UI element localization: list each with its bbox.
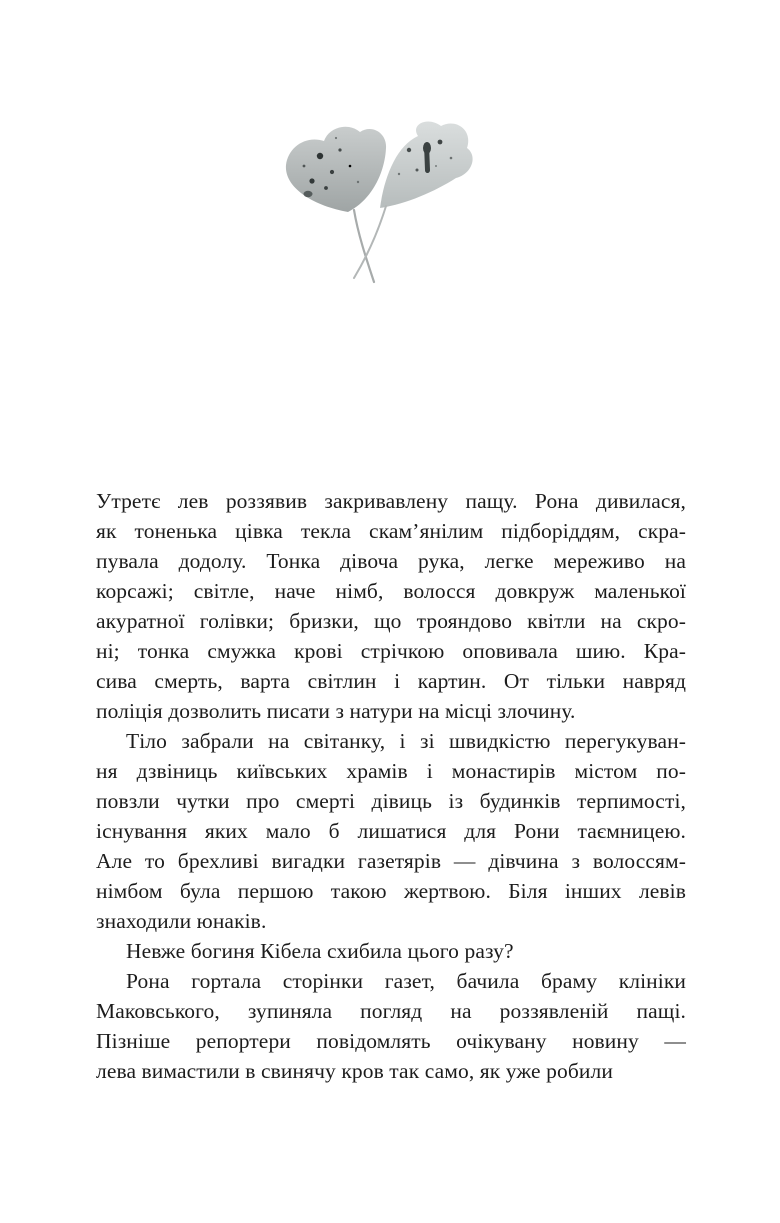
- text-line: Але то брехливі вигадки газетярів — дівчина з волоссям-: [96, 849, 686, 873]
- text-line: існування яких мало б лишатися для Рони таємницею.: [96, 819, 686, 843]
- ginkgo-leaves-illustration: [268, 118, 486, 290]
- text-line: сива смерть, варта світлин і картин. От тільки навряд: [96, 669, 686, 693]
- ginkgo-leaves-icon: [268, 118, 486, 290]
- paragraph: [96, 486, 686, 726]
- page-text: [96, 486, 686, 1086]
- text-line: Рона гортала сторінки газет, бачила браму клініки: [126, 969, 686, 993]
- text-line: поліція дозволить писати з натури на місці злочину.: [96, 699, 576, 723]
- paragraph: [96, 726, 686, 936]
- text-line: ні; тонка смужка крові стрічкою оповивала шию. Кра-: [96, 639, 686, 663]
- paragraph: [96, 966, 686, 1086]
- text-line: як тоненька цівка текла скам’янілим підборіддям, скра-: [96, 519, 686, 543]
- text-line: Невже богиня Кібела схибила цього разу?: [126, 939, 514, 963]
- text-line: пувала додолу. Тонка дівоча рука, легке мереживо на: [96, 549, 686, 573]
- text-line: німбом була першою такою жертвою. Біля інших левів: [96, 879, 686, 903]
- text-line: Тіло забрали на світанку, і зі швидкістю перегукуван-: [126, 729, 686, 753]
- text-line: ня дзвіниць київських храмів і монастирів містом по-: [96, 759, 686, 783]
- text-line: повзли чутки про смерті дівиць із будинків терпимості,: [96, 789, 686, 813]
- text-line: лева вимастили в свинячу кров так само, як уже робили: [96, 1059, 613, 1083]
- text-line: корсажі; світле, наче німб, волосся довкруж маленької: [96, 579, 686, 603]
- text-line: знаходили юнаків.: [96, 909, 267, 933]
- text-line: Маковського, зупиняла погляд на роззявленій пащі.: [96, 999, 686, 1023]
- text-line: Утретє лев роззявив закривавлену пащу. Рона дивилася,: [96, 489, 686, 513]
- paragraph: [96, 936, 686, 966]
- text-line: акуратної голівки; бризки, що трояндово квітли на скро-: [96, 609, 686, 633]
- text-line: Пізніше репортери повідомлять очікувану новину —: [96, 1029, 686, 1053]
